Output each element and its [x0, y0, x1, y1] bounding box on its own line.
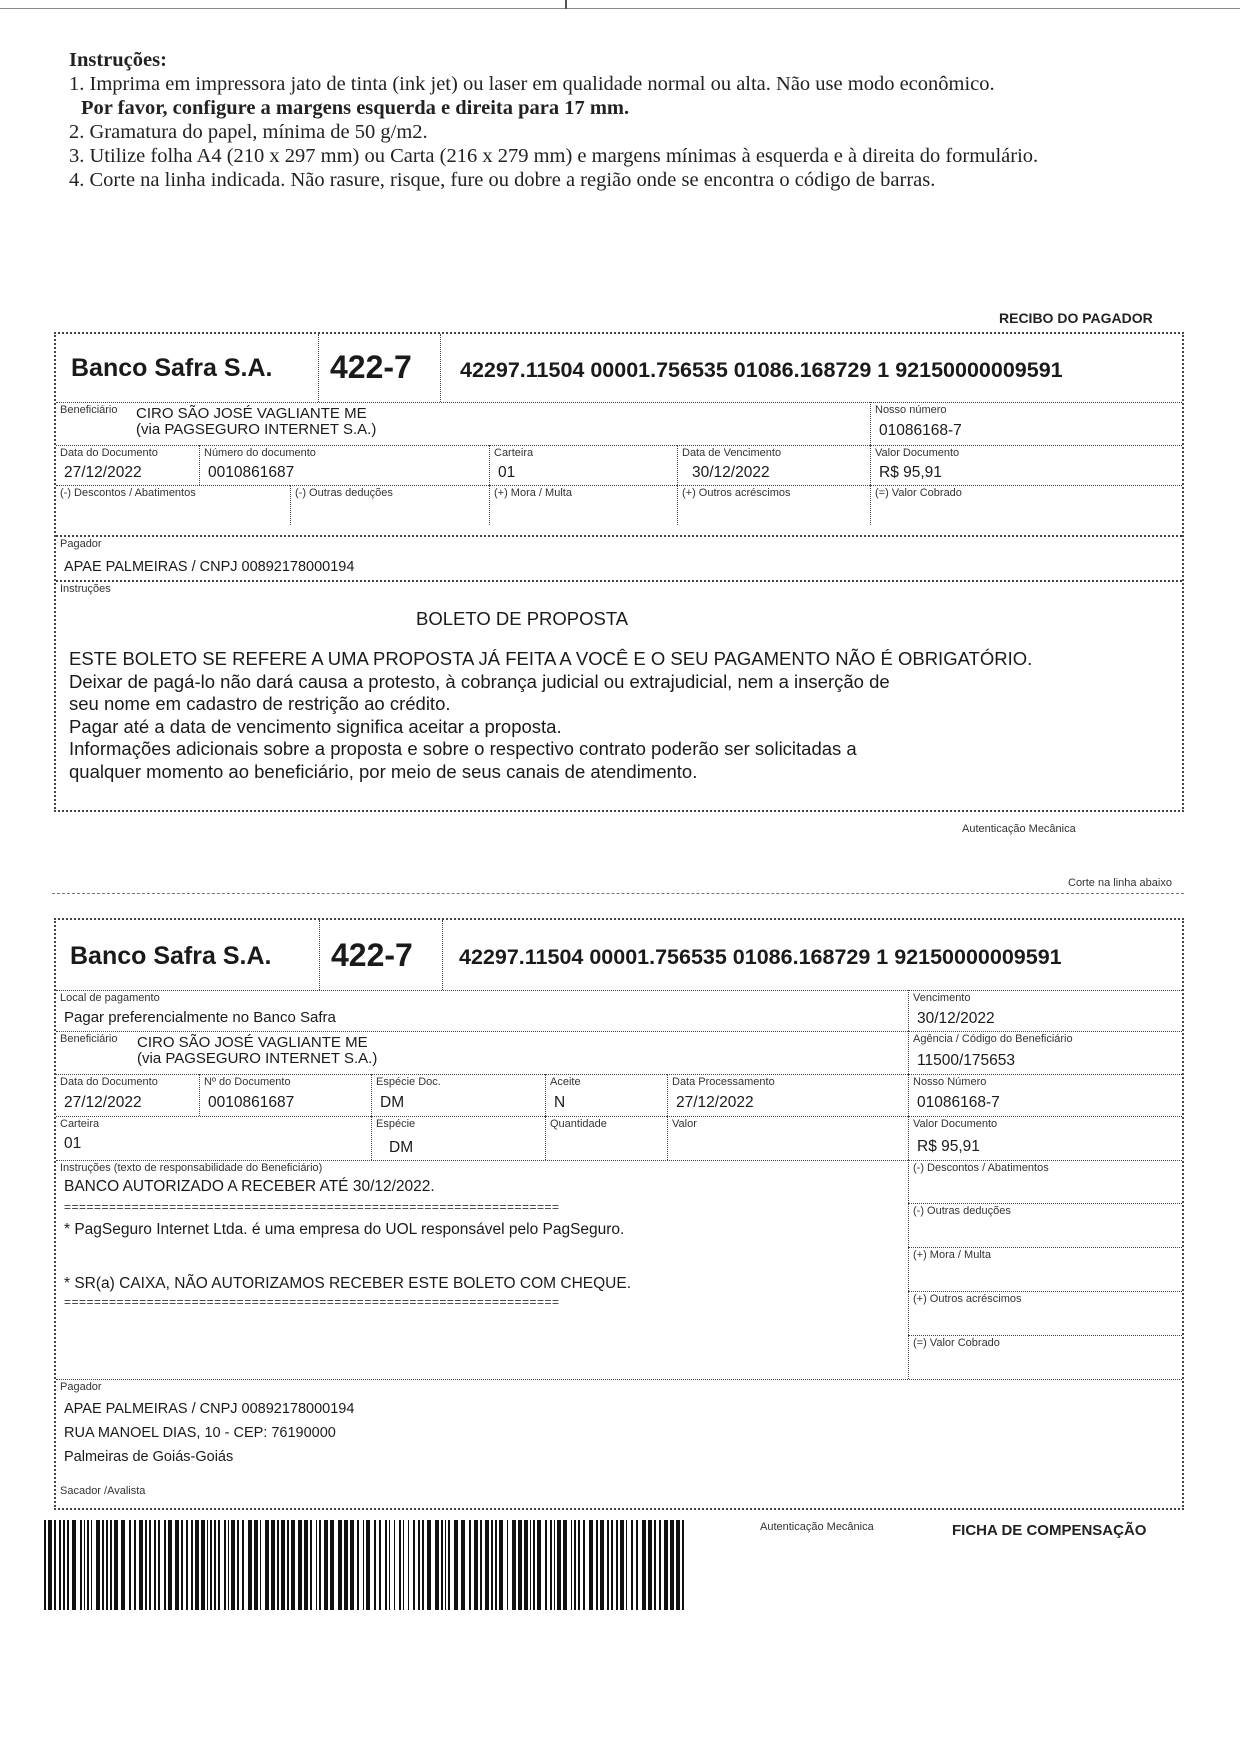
field-label: (-) Descontos / Abatimentos [60, 487, 196, 499]
proposal-title: BOLETO DE PROPOSTA [416, 608, 629, 629]
barcode-bar [96, 1520, 100, 1610]
field-value: 27/12/2022 [676, 1094, 754, 1111]
barcode-bar [418, 1520, 420, 1610]
bank-code: 422-7 [330, 349, 412, 385]
proposal-line: Pagar até a data de vencimento significa aceitar a proposta. [69, 715, 562, 737]
barcode-bar [254, 1520, 258, 1610]
field-value: 11500/175653 [917, 1052, 1015, 1069]
field-value: R$ 95,91 [879, 464, 942, 481]
field-beneficiario [56, 1031, 908, 1074]
instruction-line: * SR(a) CAIXA, NÃO AUTORIZAMOS RECEBER ESTE BOLETO COM CHEQUE. [64, 1275, 632, 1292]
field-aceite [545, 1074, 667, 1116]
field-value: 01 [64, 1135, 82, 1152]
barcode-bar [129, 1520, 131, 1610]
field-value: 0010861687 [208, 464, 295, 481]
pagador-street: RUA MANOEL DIAS, 10 - CEP: 76190000 [64, 1425, 336, 1441]
proposal-line: ESTE BOLETO SE REFERE A UMA PROPOSTA JÁ FEITA A VOCÊ E O SEU PAGAMENTO NÃO É OBRIGATÓRIO. [69, 648, 1033, 669]
instruction-line: BANCO AUTORIZADO A RECEBER ATÉ 30/12/2022. [64, 1178, 435, 1195]
barcode-bar [654, 1520, 656, 1610]
field-label: Pagador [60, 538, 102, 550]
barcode-bar [413, 1520, 415, 1610]
barcode-bar [210, 1520, 212, 1610]
cut-line[interactable] [52, 893, 1184, 894]
field-label: Nosso Número [913, 1076, 987, 1088]
barcode-bar [485, 1520, 489, 1610]
barcode-bar [218, 1520, 220, 1610]
barcode-bar [260, 1520, 262, 1610]
field-label: Beneficiário [60, 1033, 118, 1045]
barcode-bar [195, 1520, 199, 1610]
barcode-bar [168, 1520, 172, 1610]
barcode-bar [298, 1520, 302, 1610]
field-label: Instruções [60, 583, 111, 595]
barcode-bar [357, 1520, 359, 1610]
barcode-bar [139, 1520, 143, 1610]
field-nosso-numero [908, 1074, 1182, 1116]
barcode-bar [281, 1520, 285, 1610]
barcode-bar [114, 1520, 118, 1610]
field-value: R$ 95,91 [917, 1138, 980, 1155]
bank-name: Banco Safra S.A. [71, 354, 273, 382]
field-valor [667, 1116, 908, 1160]
receipt-box [54, 332, 1184, 812]
barcode-bar [427, 1520, 431, 1610]
pagador-address [64, 1397, 354, 1469]
barcode-bar [191, 1520, 193, 1610]
barcode-bar [214, 1520, 216, 1610]
instruction-margin-note: Por favor, configure a margens esquerda e direita para 17 mm. [81, 97, 630, 119]
barcode-bar [659, 1520, 661, 1610]
proposal-line: qualquer momento ao beneficiário, por meio de seus canais de atendimento. [69, 760, 698, 782]
barcode-bar [350, 1520, 354, 1610]
field-especie-doc [371, 1074, 545, 1116]
field-mora-multa [908, 1247, 1182, 1291]
barcode-bar [106, 1520, 108, 1610]
barcode-bar [154, 1520, 156, 1610]
barcode-bar [310, 1520, 312, 1610]
field-label: (+) Outros acréscimos [682, 487, 791, 499]
sacador-label: Sacador /Avalista [60, 1485, 146, 1497]
barcode-bar [91, 1520, 93, 1610]
field-label: (=) Valor Cobrado [913, 1337, 1000, 1349]
barcode [44, 1520, 684, 1610]
barcode-bar [149, 1520, 151, 1610]
barcode-bar [338, 1520, 342, 1610]
barcode-bar [304, 1520, 308, 1610]
barcode-bar [600, 1520, 604, 1610]
field-local-pagamento [56, 990, 908, 1031]
field-valor-documento [870, 445, 1182, 485]
field-label: Beneficiário [60, 404, 118, 416]
field-label: Data do Documento [60, 1076, 158, 1088]
barcode-bar [344, 1520, 348, 1610]
pagador-city: Palmeiras de Goiás-Goiás [64, 1449, 234, 1465]
barcode-bar [524, 1520, 528, 1610]
field-label: Pagador [60, 1381, 102, 1393]
barcode-bar [366, 1520, 370, 1610]
field-label: Quantidade [550, 1118, 607, 1130]
beneficiario-name: CIRO SÃO JOSÉ VAGLIANTE ME (via PAGSEGURO INTERNET S.A.) [136, 405, 377, 438]
barcode-bar [265, 1520, 269, 1610]
instruction-item-4: 4. Corte na linha indicada. Não rasure, risque, fure ou dobre a região onde se encontra o código de barras. [69, 169, 936, 191]
barcode-bar [626, 1520, 628, 1610]
field-instrucoes [56, 580, 1182, 810]
barcode-bar [545, 1520, 547, 1610]
barcode-bar [231, 1520, 235, 1610]
instrucoes-spacer [56, 1315, 908, 1379]
barcode-bar [611, 1520, 613, 1610]
barcode-bar [648, 1520, 652, 1610]
field-label: (-) Descontos / Abatimentos [913, 1162, 1049, 1174]
barcode-bar [495, 1520, 497, 1610]
scan-top-edge [0, 8, 1240, 9]
barcode-bar [80, 1520, 82, 1610]
field-value: 01086168-7 [917, 1094, 1000, 1111]
barcode-bar [563, 1520, 567, 1610]
barcode-bar [631, 1520, 633, 1610]
field-label: Valor Documento [913, 1118, 998, 1130]
barcode-bar [403, 1520, 405, 1610]
field-label: (-) Outras deduções [913, 1205, 1011, 1217]
field-value: N [554, 1094, 566, 1111]
field-quantidade [545, 1116, 667, 1160]
beneficiario-name: CIRO SÃO JOSÉ VAGLIANTE ME (via PAGSEGURO INTERNET S.A.) [137, 1034, 378, 1067]
field-label: Carteira [60, 1118, 100, 1130]
field-label: Valor [672, 1118, 697, 1130]
field-outros-acrescimos [908, 1291, 1182, 1335]
field-mora-multa [489, 485, 677, 525]
instruction-item-1: 1. Imprima em impressora jato de tinta (ink jet) ou laser em qualidade normal ou alta. Não use modo econômico. [69, 73, 995, 95]
barcode-bar [186, 1520, 188, 1610]
barcode-bar [363, 1520, 365, 1610]
proposal-text [69, 648, 1032, 783]
field-carteira [489, 445, 677, 485]
field-label: Data do Documento [60, 447, 158, 459]
field-label: (+) Mora / Multa [913, 1249, 991, 1261]
barcode-bar [620, 1520, 624, 1610]
barcode-bar [158, 1520, 160, 1610]
print-instructions [69, 48, 1199, 192]
field-value: 27/12/2022 [64, 1094, 142, 1111]
barcode-bar [54, 1520, 56, 1610]
barcode-bar [642, 1520, 646, 1610]
barcode-bar [63, 1520, 65, 1610]
receipt-caption: RECIBO DO PAGADOR [999, 310, 1153, 326]
barcode-bar [330, 1520, 334, 1610]
field-label: (-) Outras deduções [295, 487, 393, 499]
barcode-bar [537, 1520, 541, 1610]
field-label: Agência / Código do Beneficiário [913, 1033, 1073, 1045]
instruction-item-2: 2. Gramatura do papel, mínima de 50 g/m2. [69, 121, 428, 143]
field-label: Data Processamento [672, 1076, 775, 1088]
field-value: DM [389, 1139, 414, 1156]
field-instrucoes [56, 1160, 908, 1315]
field-label: Vencimento [913, 992, 971, 1004]
barcode-bar [616, 1520, 618, 1610]
field-data-processamento [667, 1074, 908, 1116]
instructions-title: Instruções: [69, 49, 167, 71]
field-label: Carteira [494, 447, 534, 459]
barcode-bar [589, 1520, 593, 1610]
field-value: 30/12/2022 [692, 464, 770, 481]
barcode-bar [389, 1520, 391, 1610]
field-value: 0010861687 [208, 1094, 295, 1111]
barcode-bar [134, 1520, 136, 1610]
barcode-bar [379, 1520, 381, 1610]
header-divider [440, 334, 441, 402]
barcode-bar [84, 1520, 86, 1610]
separator-line: ================================================================== [64, 1295, 560, 1309]
barcode-bar [175, 1520, 179, 1610]
barcode-bar [518, 1520, 522, 1610]
field-valor-documento [908, 1116, 1182, 1160]
field-agencia-codigo [908, 1031, 1182, 1074]
field-value: 01 [498, 464, 516, 481]
barcode-bar [578, 1520, 580, 1610]
field-label: (=) Valor Cobrado [875, 487, 962, 499]
header-divider [442, 920, 443, 990]
instruction-item-3: 3. Utilize folha A4 (210 x 297 mm) ou Carta (216 x 279 mm) e margens mínimas à esquerda e à direita do formulário. [69, 145, 1039, 167]
barcode-bar [102, 1520, 104, 1610]
field-data-documento [56, 445, 199, 485]
barcode-bar [248, 1520, 252, 1610]
field-label: Espécie [376, 1118, 416, 1130]
barcode-bar [422, 1520, 424, 1610]
barcode-bar [636, 1520, 638, 1610]
barcode-bar [554, 1520, 556, 1610]
field-label: Valor Documento [875, 447, 960, 459]
field-outras-deducoes [290, 485, 489, 525]
barcode-bar [319, 1520, 321, 1610]
field-numero-documento [199, 1074, 371, 1116]
barcode-bar [408, 1520, 410, 1610]
field-label: Nosso número [875, 404, 947, 416]
barcode-bar [469, 1520, 471, 1610]
barcode-bar [87, 1520, 89, 1610]
barcode-bar [550, 1520, 552, 1610]
field-valor-cobrado [908, 1335, 1182, 1379]
separator-line: ================================================================== [64, 1200, 560, 1214]
field-label: Número do documento [204, 447, 316, 459]
bank-name: Banco Safra S.A. [70, 942, 272, 970]
field-label: Aceite [550, 1076, 581, 1088]
barcode-bar [491, 1520, 493, 1610]
barcode-bar [461, 1520, 465, 1610]
field-label: Nº do Documento [204, 1076, 291, 1088]
field-outras-deducoes [908, 1203, 1182, 1247]
barcode-bar [682, 1520, 684, 1610]
barcode-bar [441, 1520, 443, 1610]
receipt-autenticacao: Autenticação Mecânica [962, 823, 1076, 835]
barcode-bar [110, 1520, 112, 1610]
field-value: 30/12/2022 [917, 1010, 995, 1027]
barcode-bar [374, 1520, 376, 1610]
barcode-bar [72, 1520, 76, 1610]
barcode-bar [121, 1520, 125, 1610]
field-data-documento [56, 1074, 199, 1116]
barcode-bar [670, 1520, 674, 1610]
cut-label: Corte na linha abaixo [1068, 877, 1172, 889]
barcode-bar [291, 1520, 295, 1610]
barcode-bar [201, 1520, 205, 1610]
barcode-bar [207, 1520, 209, 1610]
barcode-bar [399, 1520, 401, 1610]
field-numero-documento [199, 445, 489, 485]
barcode-bar [181, 1520, 183, 1610]
barcode-bar [676, 1520, 680, 1610]
field-label: Data de Vencimento [682, 447, 782, 459]
header-divider [319, 920, 320, 990]
slip-autenticacao: Autenticação Mecânica [760, 1521, 874, 1533]
field-label: Espécie Doc. [376, 1076, 441, 1088]
barcode-bar [445, 1520, 447, 1610]
field-pagador [56, 535, 1182, 580]
barcode-bar [59, 1520, 61, 1610]
barcode-bar [44, 1520, 46, 1610]
field-vencimento [908, 990, 1182, 1031]
digitable-line[interactable]: 42297.11504 00001.756535 01086.168729 1 92150000009591 [459, 945, 1062, 969]
barcode-bar [385, 1520, 387, 1610]
field-carteira [56, 1116, 371, 1160]
barcode-bar [316, 1520, 318, 1610]
barcode-bar [237, 1520, 239, 1610]
digitable-line[interactable]: 42297.11504 00001.756535 01086.168729 1 92150000009591 [460, 358, 1063, 382]
field-label: Local de pagamento [60, 992, 160, 1004]
field-outros-acrescimos [677, 485, 870, 525]
bank-code: 422-7 [331, 937, 413, 973]
field-vencimento [677, 445, 870, 485]
barcode-bar [48, 1520, 52, 1610]
proposal-line: seu nome em cadastro de restrição ao crédito. [69, 693, 451, 714]
barcode-bar [474, 1520, 478, 1610]
field-pagador [56, 1379, 1182, 1508]
barcode-bar [287, 1520, 289, 1610]
proposal-line: Informações adicionais sobre a proposta e sobre o respectivo contrato poderão ser solicitadas a [69, 738, 857, 759]
barcode-bar [448, 1520, 450, 1610]
field-beneficiario [56, 402, 870, 445]
barcode-bar [454, 1520, 458, 1610]
barcode-bar [435, 1520, 439, 1610]
barcode-bar [596, 1520, 598, 1610]
barcode-bar [557, 1520, 561, 1610]
barcode-bar [394, 1520, 396, 1610]
barcode-bar [164, 1520, 166, 1610]
field-value: 27/12/2022 [64, 464, 142, 481]
barcode-bar [607, 1520, 609, 1610]
field-value: 01086168-7 [879, 422, 962, 439]
field-value: APAE PALMEIRAS / CNPJ 00892178000194 [64, 559, 355, 575]
slip-caption: FICHA DE COMPENSAÇÃO [952, 1522, 1147, 1539]
field-label: Instruções (texto de responsabilidade do Beneficiário) [60, 1162, 323, 1174]
instruction-line: * PagSeguro Internet Ltda. é uma empresa do UOL responsável pelo PagSeguro. [64, 1221, 625, 1238]
slip-box [54, 918, 1184, 1510]
pagador-name: APAE PALMEIRAS / CNPJ 00892178000194 [64, 1401, 355, 1417]
barcode-bar [480, 1520, 482, 1610]
header-divider [318, 334, 319, 402]
proposal-line: Deixar de pagá-lo não dará causa a protesto, à cobrança judicial ou extrajudicial, nem a inserção de [69, 670, 890, 692]
barcode-bar [499, 1520, 503, 1610]
field-nosso-numero [870, 402, 1182, 445]
barcode-bar [224, 1520, 226, 1610]
barcode-bar [512, 1520, 516, 1610]
barcode-bar [242, 1520, 244, 1610]
barcode-bar [67, 1520, 69, 1610]
field-value: DM [380, 1094, 405, 1111]
field-label: (+) Outros acréscimos [913, 1293, 1022, 1305]
barcode-bar [145, 1520, 147, 1610]
barcode-bar [277, 1520, 279, 1610]
barcode-bar [571, 1520, 573, 1610]
field-label: (+) Mora / Multa [494, 487, 572, 499]
barcode-bar [583, 1520, 585, 1610]
field-valor-cobrado [870, 485, 1182, 525]
field-descontos [908, 1160, 1182, 1203]
barcode-bar [228, 1520, 230, 1610]
field-especie [371, 1116, 545, 1160]
barcode-bar [533, 1520, 535, 1610]
field-value: Pagar preferencialmente no Banco Safra [64, 1009, 336, 1026]
barcode-bar [324, 1520, 328, 1610]
barcode-bar [507, 1520, 509, 1610]
field-descontos [56, 485, 290, 525]
barcode-bar [530, 1520, 532, 1610]
scan-top-mark [565, 0, 567, 9]
barcode-bar [664, 1520, 668, 1610]
barcode-bar [574, 1520, 576, 1610]
barcode-bar [271, 1520, 275, 1610]
